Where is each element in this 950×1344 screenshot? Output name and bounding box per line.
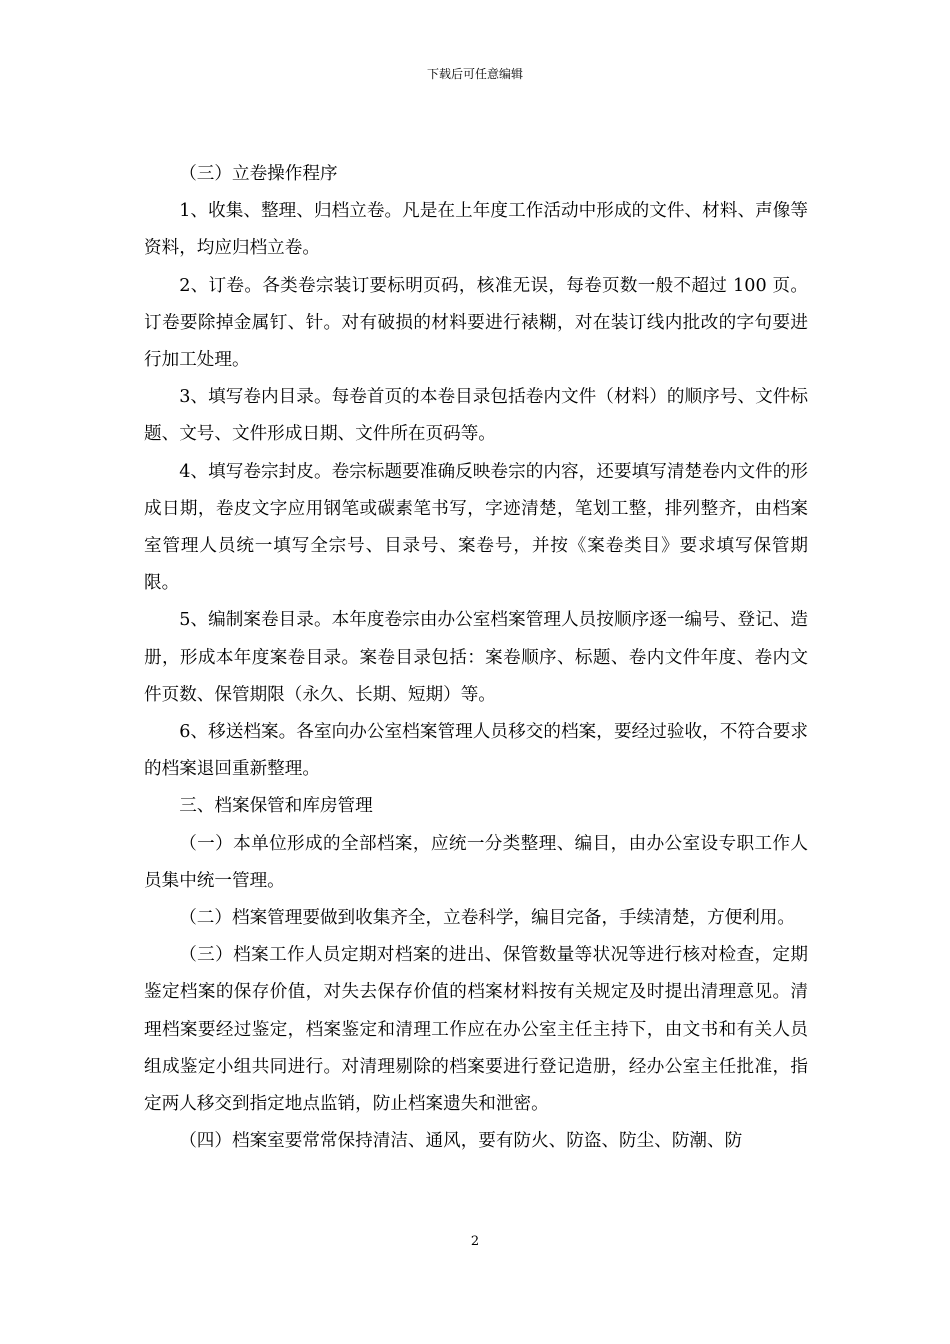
paragraph: （三）档案工作人员定期对档案的进出、保管数量等状况等进行核对检查，定期鉴定档案的保存价值，对失去保存价值的档案材料按有关规定及时提出清理意见。清理档案要经过鉴定，档案鉴定和清理工作应在办公室主任主持下，由文书和有关人员组成鉴定小组共同进行。对清理剔除的档案要进行登记造册，经办公室主任批准，指定两人移交到指定地点监销，防止档案遗失和泄密。 bbox=[144, 945, 808, 1115]
document-body bbox=[144, 156, 808, 1160]
paragraph: （四）档案室要常常保持清洁、通风，要有防火、防盗、防尘、防潮、防 bbox=[179, 1131, 743, 1152]
section-heading: 三、档案保管和库房管理 bbox=[179, 796, 373, 817]
paragraph: （二）档案管理要做到收集齐全，立卷科学，编目完备，手续清楚，方便利用。 bbox=[179, 908, 795, 929]
paragraph: 5、编制案卷目录。本年度卷宗由办公室档案管理人员按顺序逐一编号、登记、造册，形成本年度案卷目录。案卷目录包括：案卷顺序、标题、卷内文件年度、卷内文件页数、保管期限（永久、长期、短期）等。 bbox=[144, 610, 808, 705]
paragraph: 3、填写卷内目录。每卷首页的本卷目录包括卷内文件（材料）的顺序号、文件标题、文号、文件形成日期、文件所在页码等。 bbox=[144, 387, 808, 445]
page-number: 2 bbox=[470, 1234, 480, 1249]
paragraph: 2、订卷。各类卷宗装订要标明页码，核准无误，每卷页数一般不超过 100 页。订卷要除掉金属钉、针。对有破损的材料要进行裱糊，对在装订线内批改的字句要进行加工处理。 bbox=[144, 275, 808, 371]
paragraph: 4、填写卷宗封皮。卷宗标题要准确反映卷宗的内容，还要填写清楚卷内文件的形成日期，卷皮文字应用钢笔或碳素笔书写，字迹清楚，笔划工整，排列整齐，由档案室管理人员统一填写全宗号、目录号、案卷号，并按《案卷类目》要求填写保管期限。 bbox=[144, 461, 808, 594]
paragraph: （一）本单位形成的全部档案，应统一分类整理、编目，由办公室设专职工作人员集中统一管理。 bbox=[144, 833, 808, 891]
section-heading: （三）立卷操作程序 bbox=[179, 164, 338, 184]
page-header: 下载后可任意编辑 bbox=[426, 67, 523, 81]
paragraph: 6、移送档案。各室向办公室档案管理人员移交的档案，要经过验收，不符合要求的档案退回重新整理。 bbox=[144, 722, 808, 780]
paragraph: 1、收集、整理、归档立卷。凡是在上年度工作活动中形成的文件、材料、声像等资料，均应归档立卷。 bbox=[144, 201, 808, 259]
